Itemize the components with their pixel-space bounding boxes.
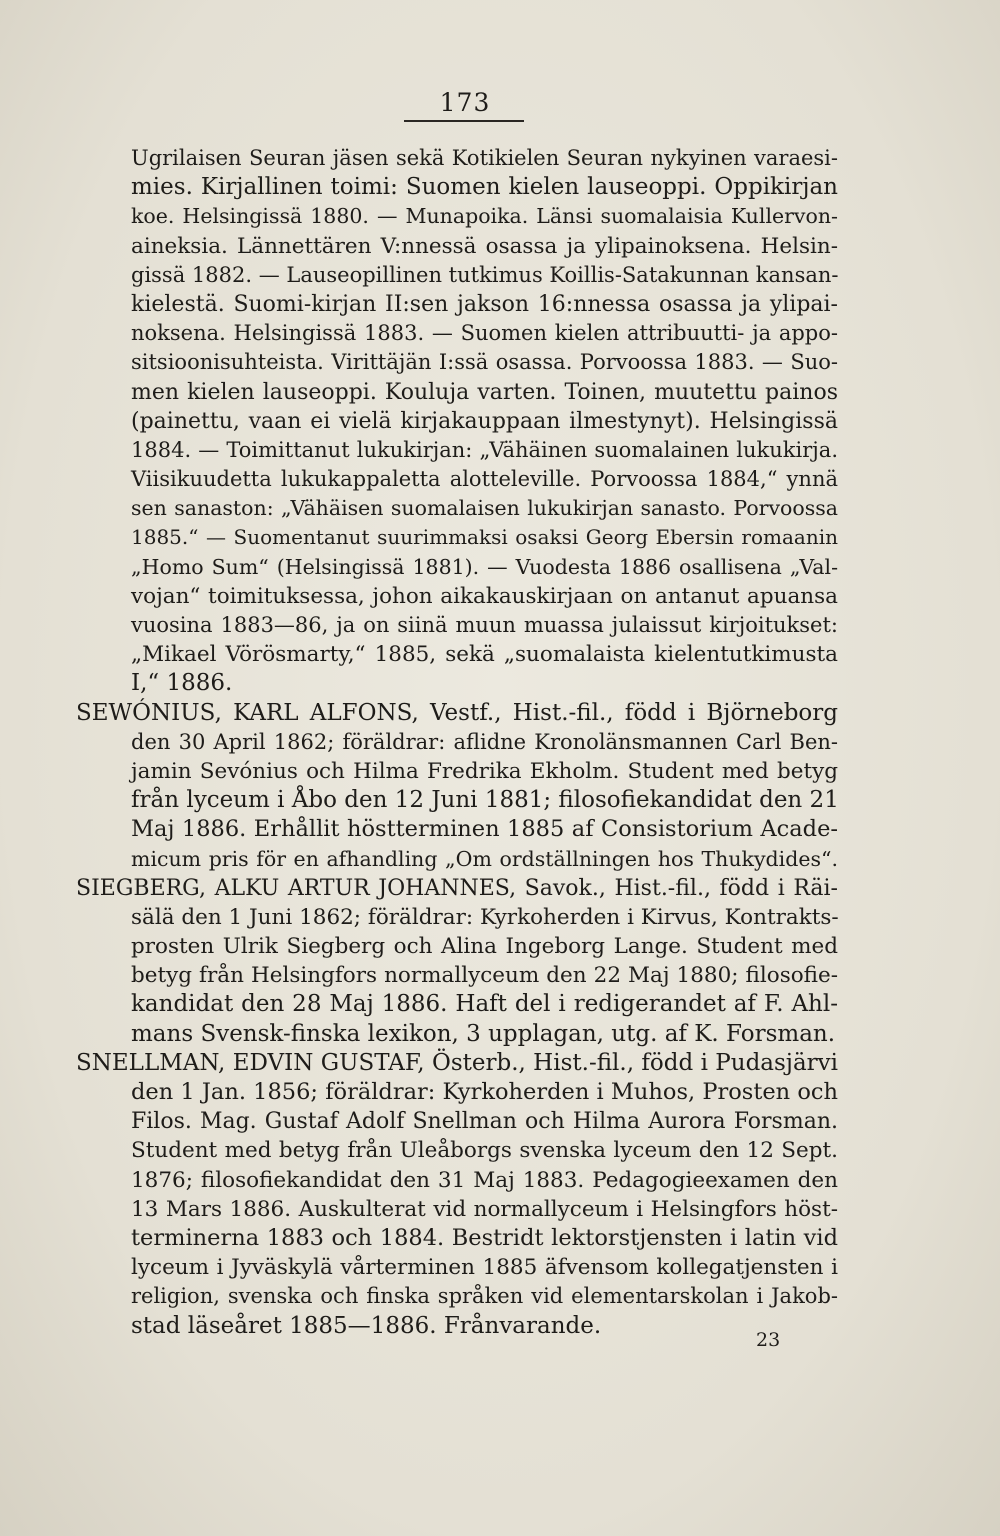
text-line: jamin Sevónius och Hilma Fredrika Ekholm. Student med betyg [131,758,838,784]
text-line: koe. Helsingissä 1880. — Munapoika. Länsi suomalaisia Kullervon- [131,204,838,229]
text-line: SNELLMAN, EDVIN GUSTAF, Österb., Hist.-fil., född i Pudasjärvi [76,1049,838,1076]
text-line: aineksia. Lännettären V:nnessä osassa ja ylipainoksena. Helsin- [131,233,838,259]
text-line: prosten Ulrik Siegberg och Alina Ingeborg Lange. Student med [131,934,838,960]
text-line: Viisikuudetta lukukappaletta alotteleville. Porvoossa 1884,“ ynnä [131,467,838,492]
text-line: mans Svensk-finska lexikon, 3 upplagan, utg. af K. Forsman. [131,1020,836,1047]
signature-mark: 23 [756,1329,781,1351]
text-line: Maj 1886. Erhållit höstterminen 1885 af Consistorium Acade- [131,816,838,843]
body-text [0,144,1000,1341]
text-line: kandidat den 28 Maj 1886. Haft del i redigerandet af F. Ahl- [131,991,838,1018]
text-line: Student med betyg från Uleåborgs svenska lyceum den 12 Sept. [131,1138,838,1164]
text-line: kielestä. Suomi-kirjan II:sen jakson 16:nnessa osassa ja ylipai- [131,291,838,317]
text-line: SEWÓNIUS, KARL ALFONS, Vestf., Hist.-fil., född i Björneborg [76,699,838,726]
text-line: noksena. Helsingissä 1883. — Suomen kielen attribuutti- ja appo- [131,321,838,346]
text-line: Filos. Mag. Gustaf Adolf Snellman och Hilma Aurora Forsman. [131,1109,838,1135]
text-line: men kielen lauseoppi. Kouluja varten. Toinen, muutettu painos [131,379,838,405]
text-line: stad läseåret 1885—1886. Frånvarande. [131,1312,602,1339]
page-number: 173 [439,88,491,117]
text-line: sitsioonisuhteista. Virittäjän I:ssä osassa. Porvoossa 1883. — Suo- [131,350,838,375]
text-line: gissä 1882. — Lauseopillinen tutkimus Koillis-Satakunnan kansan- [131,262,839,287]
text-line: 1885.“ — Suomentanut suurimmaksi osaksi Georg Ebersin romaanin [131,525,838,550]
text-line: „Mikael Vörösmarty,“ 1885, sekä „suomalaista kielentutkimusta [131,642,838,668]
text-line: betyg från Helsingfors normallyceum den 22 Maj 1880; filosofie- [131,963,838,989]
text-line: (painettu, vaan ei vielä kirjakauppaan ilmestynyt). Helsingissä [131,408,838,434]
text-line: SIEGBERG, ALKU ARTUR JOHANNES, Savok., Hist.-fil., född i Räi- [76,875,838,901]
text-line: micum pris för en afhandling „Om ordställningen hos Thukydides“. [131,846,838,871]
text-line: sälä den 1 Juni 1862; föräldrar: Kyrkoherden i Kirvus, Kontrakts- [131,904,839,930]
text-line: från lyceum i Åbo den 12 Juni 1881; filosofiekandidat den 21 [131,787,839,814]
text-line: I,“ 1886. [131,670,233,697]
header-rule [404,120,524,122]
text-line: terminerna 1883 och 1884. Bestridt lektorstjensten i latin vid [131,1224,838,1251]
text-line: vojan“ toimituksessa, johon aikakauskirjaan on antanut apuansa [131,583,838,609]
text-line: religion, svenska och finska språken vid elementarskolan i Jakob- [131,1284,838,1309]
text-line: 1884. — Toimittanut lukukirjan: „Vähäinen suomalainen lukukirja. [131,437,838,462]
text-line: lyceum i Jyväskylä vårterminen 1885 äfvensom kollegatjensten i [131,1255,838,1281]
text-line: sen sanaston: „Vähäisen suomalaisen lukukirjan sanasto. Porvoossa [131,496,838,521]
text-line: Ugrilaisen Seuran jäsen sekä Kotikielen Seuran nykyinen varaesi- [131,146,838,170]
text-line: den 1 Jan. 1856; föräldrar: Kyrkoherden i Muhos, Prosten och [131,1079,838,1105]
text-line: mies. Kirjallinen toimi: Suomen kielen lauseoppi. Oppikirjan [131,174,838,201]
text-line: den 30 April 1862; föräldrar: aflidne Kronolänsmannen Carl Ben- [131,729,838,754]
text-line: 13 Mars 1886. Auskulterat vid normallyceum i Helsingfors höst- [131,1196,838,1222]
text-line: „Homo Sum“ (Helsingissä 1881). — Vuodesta 1886 osallisena „Val- [131,554,838,579]
text-line: vuosina 1883—86, ja on siinä muun muassa julaissut kirjoitukset: [131,613,838,637]
text-line: 1876; filosofiekandidat den 31 Maj 1883. Pedagogieexamen den [131,1167,838,1193]
